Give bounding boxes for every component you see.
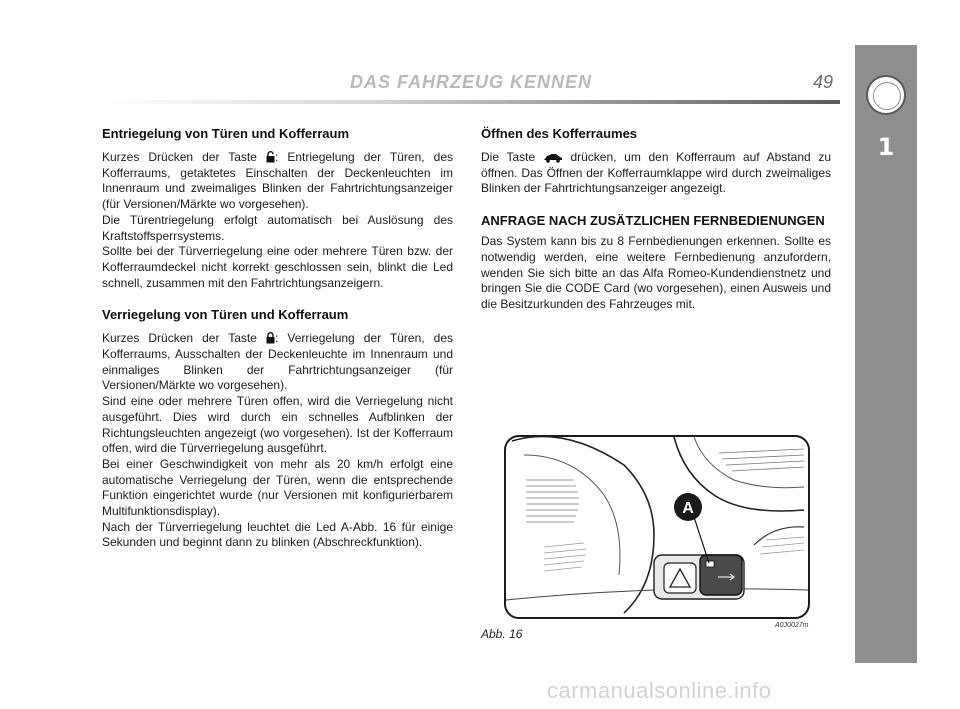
lock-icon: [266, 332, 275, 344]
car-trunk-icon: [543, 152, 563, 163]
figure-code: A0J0027m: [775, 622, 809, 629]
alfa-romeo-badge-icon: [866, 75, 906, 115]
right-column: [481, 126, 831, 313]
section-title-locking: Verriegelung von Türen und Kofferraum: [102, 307, 349, 323]
left-column: [102, 126, 453, 551]
paragraph: Bei einer Geschwindigkeit von mehr als 20 km/h erfolgt eine automatische Verriegelung der Türen, wenn die entsprechende Funktion eingerichtet wurde (nur Versionen mit konfigurierbarem Multifunktionsdisplay).: [102, 456, 453, 519]
running-header: DAS FAHRZEUG KENNEN: [350, 72, 593, 92]
paragraph: Die Türentriegelung erfolgt automatisch bei Auslösung des Kraftstoffsperrsystems.: [102, 212, 453, 243]
dashboard-button-illustration: [504, 435, 810, 619]
paragraph: Die Taste drücken, um den Kofferraum auf Abstand zu öffnen. Das Öffnen der Kofferraumklappe wird durch zweimaliges Blinken der Fahrtrichtungsanzeiger angezeigt.: [481, 150, 832, 196]
paragraph: Kurzes Drücken der Taste : Verriegelung der Türen, des Kofferraums, Ausschalten der Deckenleuchte im Innenraum und einmaliges Blinken der Fahrtrichtungsanzeiger (für Versionen/Märkte wo vorgesehen).: [102, 331, 453, 393]
paragraph: Sollte bei der Türverriegelung eine oder mehrere Türen bzw. der Kofferraumdeckel nicht korrekt geschlossen sein, blinkt die Led schnell, zusammen mit den Fahrtrichtungsanzeigern.: [102, 244, 453, 290]
paragraph: Das System kann bis zu 8 Fernbedienungen erkennen. Sollte es notwendig werden, eine weitere Fernbedienung anzufordern, wenden Sie sich bitte an das Alfa Romeo-Kundendienstnetz und bringen Sie die CODE Card (wo vorgesehen), einen Ausweis und die Besitzurkunden des Fahrzeuges mit.: [481, 234, 831, 311]
section-title-unlocking: Entriegelung von Türen und Kofferraum: [102, 126, 350, 141]
unlock-icon: [266, 151, 275, 163]
watermark: carmanualsonline.info: [547, 678, 772, 703]
section-title-additional-remotes: ANFRAGE NACH ZUSÄTZLICHEN FERNBEDIENUNGEN: [481, 213, 825, 229]
figure-caption: Abb. 16: [481, 627, 523, 641]
chapter-number: 1: [877, 133, 895, 161]
paragraph: Nach der Türverriegelung leuchtet die Led A-Abb. 16 für einige Sekunden und beginnt dann zu blinken (Abschreckfunktion).: [102, 519, 453, 550]
paragraph: Kurzes Drücken der Taste : Entriegelung der Türen, des Kofferraums, getaktetes Einschalten der Deckenleuchten im Innenraum und zweimaliges Blinken der Fahrtrichtungsanzeiger (für Versionen/Märkte wo vorgesehen).: [102, 150, 453, 212]
page-number: 49: [813, 72, 834, 92]
figure-callout-label: A: [682, 500, 694, 517]
section-title-trunk-opening: Öffnen des Kofferraumes: [481, 126, 638, 141]
header-divider: [100, 100, 840, 104]
paragraph: Sind eine oder mehrere Türen offen, wird die Verriegelung nicht ausgeführt. Dies wird durch ein schnelles Aufblinken der Richtungsleuchten angezeigt (wo vorgesehen). Ist der Kofferraum offen, wird die Türverriegelung ausgeführt.: [102, 394, 453, 456]
